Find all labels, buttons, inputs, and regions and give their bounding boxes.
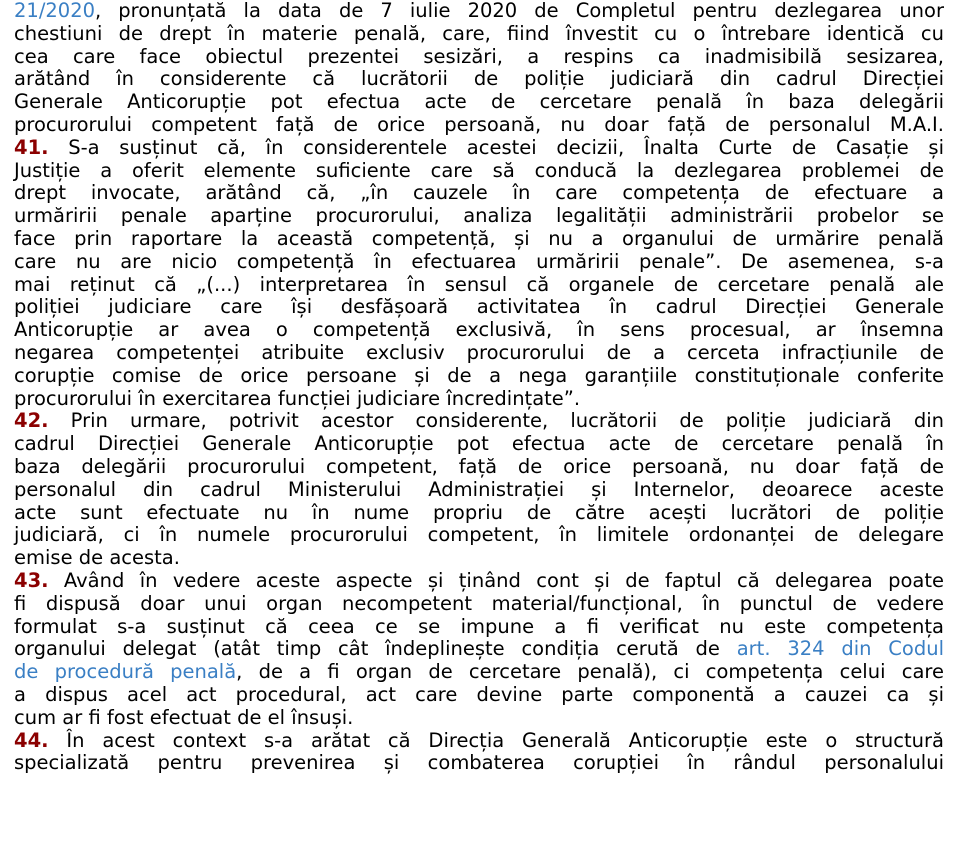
paragraph-number: 41. [14, 135, 49, 159]
code-article-link[interactable]: art. 324 din Codul [736, 637, 944, 661]
paragraph-42-line-3: baza delegării procurorului competent, față de orice persoană, nu doar față de [14, 455, 944, 478]
paragraph-41-line-4: urmăririi penale aparține procurorului, analiza legalității administrării probelor se [14, 204, 944, 228]
paragraph-41-line-1: 41. S-a susținut că, în considerentele acestei decizii, Înalta Curte de Casație și [14, 135, 944, 159]
paragraph-42-line-2: cadrul Direcției Generale Anticorupție pot efectua acte de cercetare penală în [14, 432, 944, 456]
code-article-link-continued[interactable]: de procedură penală [14, 660, 237, 684]
paragraph-43-line-4: organului delegat (atât timp cât îndeplinește condiția cerută de art. 324 din Codul [14, 637, 944, 661]
paragraph-41-line-3: drept invocate, arătând că, „în cauzele în care competența de efectuare a [14, 181, 944, 205]
paragraph-43-line-5: de procedură penală, de a fi organ de cercetare penală), ci competența celui care [14, 660, 944, 684]
intro-line-5: Generale Anticorupție pot efectua acte de cercetare penală în baza delegării [14, 90, 944, 114]
paragraph-41-line-8: poliției judiciare care își desfășoară activitatea în cadrul Direcției Generale [14, 295, 944, 319]
paragraph-43-line-7: cum ar fi fost efectuat de el însuși. [14, 705, 354, 729]
paragraph-41-line-6: care nu are nicio competență în efectuarea urmăririi penale”. De asemenea, s-a [14, 249, 944, 273]
intro-line-3: cea care face obiectul prezentei sesizări, a respins ca inadmisibilă sesizarea, [14, 44, 944, 68]
paragraph-44-line-1: 44. În acest context s-a arătat că Direcția Generală Anticorupție este o structură [14, 728, 944, 752]
paragraph-42-line-4: personalul din cadrul Ministerului Administrației și Internelor, deoarece aceste [14, 477, 944, 501]
paragraph-43-line-6: a dispus acel act procedural, act care devine parte componentă a cauzei ca și [14, 683, 944, 706]
paragraph-42-line-7: emise de acesta. [14, 546, 180, 570]
intro-line-4: arătând în considerente că lucrătorii de poliție judiciară din cadrul Direcției [14, 67, 944, 91]
paragraph-41-line-9: Anticorupție ar avea o competență exclusivă, în sens procesual, ar însemna [14, 318, 944, 342]
paragraph-number: 43. [14, 569, 49, 592]
intro-line-2: chestiuni de drept în materie penală, care, fiind învestit cu o întrebare identică cu [14, 21, 944, 45]
paragraph-43-line-1: 43. Având în vedere aceste aspecte și ținând cont și de faptul că delegarea poate [14, 569, 944, 592]
paragraph-43-line-2: fi dispusă doar unui organ necompetent material/funcțional, în punctul de vedere [14, 591, 944, 615]
paragraph-42-line-1: 42. Prin urmare, potrivit acestor considerente, lucrătorii de poliție judiciară din [14, 409, 944, 433]
paragraph-41-line-11: corupție comise de orice persoane și de a nega garanțiile constituționale conferite [14, 363, 944, 387]
paragraph-number: 44. [14, 728, 49, 752]
decision-link[interactable]: 21/2020 [14, 0, 96, 22]
paragraph-number: 42. [14, 409, 49, 433]
intro-line-6: procurorului competent față de orice persoană, nu doar față de personalul M.A.I. [14, 113, 944, 136]
paragraph-41-line-12: procurorului în exercitarea funcției judiciare încredințate”. [14, 386, 581, 410]
paragraph-43-line-3: formulat s-a susținut că ceea ce se impune a fi verificat nu este competența [14, 614, 944, 638]
paragraph-41-line-5: face prin raportare la această competență, și nu a organului de urmărire penală [14, 227, 944, 250]
paragraph-41-line-10: negarea competenței atribuite exclusiv procurorului de a cerceta infracțiunile de [14, 341, 944, 364]
paragraph-44-line-2: specializată pentru prevenirea și combaterea corupției în rândul personalului [14, 751, 944, 775]
paragraph-41-line-2: Justiție a oferit elemente suficiente care să conducă la dezlegarea problemei de [14, 158, 944, 182]
intro-line-1: 21/2020, pronunțată la data de 7 iulie 2020 de Completul pentru dezlegarea unor [14, 0, 944, 22]
paragraph-41-line-7: mai reținut că „(...) interpretarea în sensul că organele de cercetare penală ale [14, 272, 944, 296]
paragraph-42-line-6: judiciară, ci în numele procurorului competent, în limitele ordonanței de delegare [14, 523, 944, 547]
paragraph-42-line-5: acte sunt efectuate nu în nume propriu de către acești lucrători de poliție [14, 500, 944, 524]
